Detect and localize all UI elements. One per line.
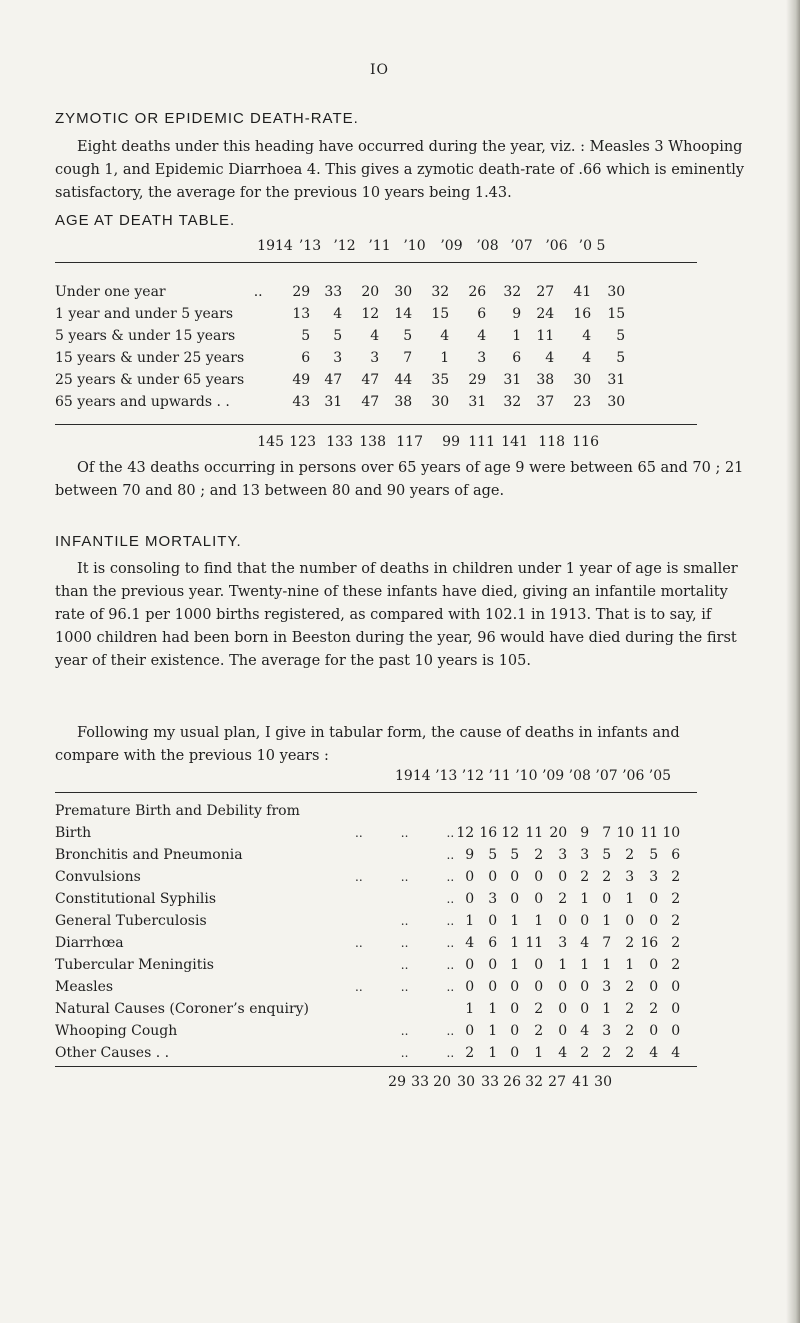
- cause-cell-value: 1: [558, 957, 568, 973]
- cause-row-dots: [355, 998, 454, 1020]
- cause-total-value: 32: [525, 1074, 543, 1090]
- cause-cell-value: 1: [602, 913, 612, 929]
- cause-cell-value: 2: [625, 1045, 635, 1061]
- cause-cell-value: 2: [671, 869, 681, 885]
- cause-cell-value: 0: [510, 1001, 520, 1017]
- age-cell-value: 4: [582, 350, 592, 366]
- age-cell-value: 3: [477, 350, 487, 366]
- age-cell-value: 26: [468, 284, 487, 300]
- cause-cell-value: 16: [479, 825, 498, 841]
- cause-total-value: 26: [503, 1074, 521, 1090]
- cause-cell-value: 6: [671, 847, 681, 863]
- age-table-row: [55, 281, 625, 303]
- cause-cell-value: 0: [534, 979, 544, 995]
- cause-total-value: 27: [548, 1074, 566, 1090]
- age-cell-value: 4: [545, 350, 555, 366]
- cause-cell-value: 0: [671, 1023, 681, 1039]
- age-row-label: [55, 325, 244, 347]
- cause-table-row: [55, 866, 680, 888]
- cause-row-label-text: Whooping Cough: [55, 1023, 178, 1039]
- cause-row-label: [55, 1042, 355, 1064]
- age-cell-value: 4: [477, 328, 487, 344]
- cause-row-label-text: Tubercular Meningitis: [55, 957, 214, 973]
- cause-cell-value: 4: [465, 935, 475, 951]
- age-table-row: [55, 303, 625, 325]
- cause-cell-value: 0: [510, 1045, 520, 1061]
- cause-cell-value: 1: [580, 891, 590, 907]
- cause-table-row: [55, 954, 680, 976]
- cause-cell-value: 3: [558, 847, 568, 863]
- cause-cell-value: 2: [671, 913, 681, 929]
- cause-cell-value: 1: [510, 913, 520, 929]
- cause-cell-value: 4: [671, 1045, 681, 1061]
- age-total-value: 123: [289, 434, 316, 450]
- cause-cell-value: 2: [625, 847, 635, 863]
- cause-row-label: [55, 998, 355, 1020]
- age-table-row: [55, 369, 625, 391]
- age-cell-value: 47: [361, 372, 380, 388]
- cause-row-dots: .. ..: [400, 914, 455, 928]
- cause-cell-value: 0: [510, 869, 520, 885]
- age-cell-value: 30: [431, 394, 450, 410]
- age-total-value: 99: [442, 434, 460, 450]
- age-cell-value: 47: [324, 372, 343, 388]
- cause-cell-value: 6: [488, 935, 498, 951]
- page-number: IO: [370, 62, 390, 78]
- age-year-label: ’12: [333, 238, 356, 254]
- age-cell-value: 37: [536, 394, 555, 410]
- age-year-label: ’07: [510, 238, 533, 254]
- cause-cell-value: 12: [501, 825, 520, 841]
- age-cell-value: 31: [468, 394, 487, 410]
- cause-cell-value: 0: [534, 957, 544, 973]
- cause-cell-value: 3: [602, 979, 612, 995]
- cause-cell-value: 20: [549, 825, 568, 841]
- cause-cell-value: 0: [488, 869, 498, 885]
- age-cell-value: 43: [292, 394, 311, 410]
- cause-table-row: [55, 844, 680, 866]
- cause-table-row: [55, 822, 680, 844]
- cause-cell-value: 5: [649, 847, 659, 863]
- cause-cell-value: 0: [671, 979, 681, 995]
- cause-cell-value: 0: [465, 1023, 475, 1039]
- age-cell-value: 1: [440, 350, 450, 366]
- cause-cell-value: 0: [558, 1023, 568, 1039]
- cause-cell-value: 1: [488, 1023, 498, 1039]
- cause-row-label: [55, 866, 355, 888]
- age-table-top-rule: [55, 262, 697, 263]
- age-table-row: [55, 325, 625, 347]
- cause-cell-value: 1: [465, 1001, 475, 1017]
- cause-cell-value: 0: [510, 1023, 520, 1039]
- cause-cell-value: 0: [671, 1001, 681, 1017]
- age-cell-value: 38: [536, 372, 555, 388]
- infantile-paragraph-1: [55, 558, 745, 673]
- cause-cell-value: 3: [625, 869, 635, 885]
- age-table-bottom-rule: [55, 424, 697, 425]
- cause-cell-value: 9: [465, 847, 475, 863]
- age-cell-value: 32: [503, 394, 522, 410]
- cause-cell-value: 4: [649, 1045, 659, 1061]
- cause-cell-value: 2: [625, 1001, 635, 1017]
- cause-table-bottom-rule: [55, 1066, 697, 1067]
- cause-cell-value: 3: [602, 1023, 612, 1039]
- cause-total-value: 33: [481, 1074, 499, 1090]
- cause-cell-value: 3: [580, 847, 590, 863]
- age-year-label: ’11: [368, 238, 391, 254]
- cause-row-label: [55, 910, 355, 932]
- age-cell-value: 35: [431, 372, 450, 388]
- cause-cell-value: 1: [602, 1001, 612, 1017]
- age-total-value: 117: [396, 434, 423, 450]
- cause-row-label-text: General Tuberculosis: [55, 913, 207, 929]
- age-table-totals: [246, 434, 599, 450]
- age-cell-value: 16: [573, 306, 592, 322]
- age-cell-value: 29: [468, 372, 487, 388]
- cause-row-label: [55, 954, 355, 976]
- age-cell-value: 6: [301, 350, 311, 366]
- cause-table-row: [55, 910, 680, 932]
- age-cell-value: 3: [370, 350, 380, 366]
- cause-cell-value: 0: [488, 913, 498, 929]
- age-cell-value: 1: [512, 328, 522, 344]
- age-cell-value: 44: [394, 372, 413, 388]
- cause-cell-value: 11: [525, 935, 544, 951]
- cause-cell-value: 0: [649, 1023, 659, 1039]
- age-cell-value: 38: [394, 394, 413, 410]
- cause-total-value: 29: [388, 1074, 406, 1090]
- infantile-heading: INFANTILE MORTALITY.: [55, 533, 242, 550]
- cause-row-label: [55, 822, 355, 844]
- age-cell-value: 14: [394, 306, 413, 322]
- page-edge-shadow: [786, 0, 800, 1323]
- age-note-paragraph: [55, 457, 745, 503]
- cause-row-dots: ..: [446, 848, 455, 862]
- cause-table-row: [55, 998, 680, 1020]
- cause-row-label-text: Measles: [55, 979, 114, 995]
- age-cell-value: 20: [361, 284, 380, 300]
- cause-table-row: [55, 932, 680, 954]
- cause-cell-value: 0: [510, 979, 520, 995]
- cause-cell-value: 2: [671, 935, 681, 951]
- age-row-dots: [244, 325, 272, 347]
- cause-total-value: 30: [594, 1074, 612, 1090]
- cause-table-row: [55, 1042, 680, 1064]
- age-cell-value: 24: [536, 306, 555, 322]
- age-table-year-header: [256, 238, 609, 254]
- age-row-label: [55, 391, 244, 413]
- cause-row-label-text: Premature Birth and Debility from: [55, 803, 300, 819]
- cause-cell-value: 0: [558, 1001, 568, 1017]
- cause-cell-value: 0: [488, 979, 498, 995]
- cause-row-dots: .. .. ..: [355, 826, 455, 840]
- cause-cell-value: 10: [616, 825, 635, 841]
- age-cell-value: 30: [607, 284, 626, 300]
- cause-row-label-text: Other Causes . .: [55, 1045, 170, 1061]
- age-total-value: 145: [257, 434, 284, 450]
- infantile-paragraph-2: [55, 722, 745, 768]
- cause-cell-value: 2: [465, 1045, 475, 1061]
- cause-cell-value: 2: [534, 1023, 544, 1039]
- age-table-row: [55, 391, 625, 413]
- cause-cell-value: 9: [580, 825, 590, 841]
- cause-cell-value: 0: [510, 891, 520, 907]
- cause-cell-value: 0: [649, 913, 659, 929]
- age-cell-value: 3: [333, 350, 343, 366]
- age-row-dots: [244, 369, 272, 391]
- age-row-label: [55, 369, 244, 391]
- cause-cell-value: 2: [558, 891, 568, 907]
- age-year-label: ’06: [545, 238, 568, 254]
- cause-row-label-text: Constitutional Syphilis: [55, 891, 217, 907]
- cause-cell-value: 2: [602, 869, 612, 885]
- age-total-value: 116: [572, 434, 599, 450]
- age-cell-value: 23: [573, 394, 592, 410]
- cause-cell-value: 2: [534, 847, 544, 863]
- age-year-label: 1914: [257, 238, 293, 254]
- cause-row-dots: .. ..: [400, 1046, 455, 1060]
- cause-row-dots: .. ..: [400, 1024, 455, 1038]
- age-cell-value: 4: [333, 306, 343, 322]
- age-year-label: ’08: [476, 238, 499, 254]
- cause-row-label: [55, 888, 355, 910]
- age-cell-value: 12: [361, 306, 380, 322]
- age-year-label: ’09: [440, 238, 463, 254]
- cause-cell-value: 5: [510, 847, 520, 863]
- age-year-label: ’0 5: [578, 238, 606, 254]
- cause-row-label-text: Birth: [55, 825, 92, 841]
- age-cell-value: 4: [582, 328, 592, 344]
- cause-total-value: 20: [433, 1074, 451, 1090]
- cause-cell-value: 7: [602, 935, 612, 951]
- age-cell-value: 5: [333, 328, 343, 344]
- cause-row-label-text: Diarrhœa: [55, 935, 124, 951]
- age-cell-value: 31: [324, 394, 343, 410]
- cause-total-value: 30: [457, 1074, 475, 1090]
- cause-cell-value: 0: [534, 869, 544, 885]
- cause-row-label-text: Natural Causes (Coroner’s enquiry): [55, 1001, 310, 1017]
- cause-cell-value: 5: [602, 847, 612, 863]
- age-total-value: 111: [468, 434, 495, 450]
- cause-cell-value: 2: [671, 891, 681, 907]
- age-cell-value: 4: [440, 328, 450, 344]
- age-cell-value: 33: [324, 284, 343, 300]
- cause-cell-value: 0: [580, 979, 590, 995]
- cause-cell-value: 0: [465, 957, 475, 973]
- age-cell-value: 15: [431, 306, 450, 322]
- cause-cell-value: 2: [602, 1045, 612, 1061]
- age-total-value: 138: [359, 434, 386, 450]
- cause-cell-value: 2: [534, 1001, 544, 1017]
- cause-cell-value: 1: [625, 891, 635, 907]
- age-row-dots: ..: [253, 284, 263, 300]
- cause-cell-value: 1: [488, 1001, 498, 1017]
- cause-cell-value: 0: [465, 869, 475, 885]
- cause-cell-value: 11: [525, 825, 544, 841]
- cause-cell-value: 0: [602, 891, 612, 907]
- age-at-death-table: [55, 281, 625, 413]
- age-cell-value: 31: [503, 372, 522, 388]
- cause-cell-value: 1: [580, 957, 590, 973]
- age-row-label-text: 65 years and upwards . .: [55, 394, 230, 410]
- age-row-label-text: 25 years & under 65 years: [55, 372, 245, 388]
- cause-row-dots: .. .. ..: [355, 870, 455, 884]
- age-row-label-text: 5 years & under 15 years: [55, 328, 236, 344]
- cause-row-label: [55, 1020, 355, 1042]
- cause-row-dots: ..: [446, 892, 455, 906]
- cause-cell-value: 0: [625, 913, 635, 929]
- cause-cell-value: 7: [602, 825, 612, 841]
- age-year-label: ’13: [298, 238, 322, 254]
- cause-cell-value: 3: [488, 891, 498, 907]
- cause-cell-value: 0: [580, 1001, 590, 1017]
- age-cell-value: 30: [607, 394, 626, 410]
- age-cell-value: 5: [403, 328, 413, 344]
- cause-row-dots: .. .. ..: [355, 980, 455, 994]
- age-row-label: [55, 281, 244, 303]
- age-cell-value: 32: [503, 284, 522, 300]
- age-cell-value: 41: [573, 284, 592, 300]
- age-cell-value: 30: [394, 284, 413, 300]
- cause-table-row: [55, 976, 680, 998]
- age-total-value: 118: [538, 434, 565, 450]
- cause-row-label-text: Bronchitis and Pneumonia: [55, 847, 243, 863]
- cause-cell-value: 1: [602, 957, 612, 973]
- age-table-heading: AGE AT DEATH TABLE.: [55, 212, 236, 229]
- age-cell-value: 13: [292, 306, 311, 322]
- age-row-label: [55, 347, 244, 369]
- cause-cell-value: 0: [465, 891, 475, 907]
- age-total-value: 133: [326, 434, 353, 450]
- cause-row-label: [55, 844, 355, 866]
- cause-cell-value: 1: [465, 913, 475, 929]
- age-total-value: 141: [501, 434, 528, 450]
- age-cell-value: 7: [403, 350, 413, 366]
- cause-row-dots: .. .. ..: [355, 936, 455, 950]
- age-cell-value: 6: [477, 306, 487, 322]
- zymotic-text: Eight deaths under this heading have occurred during the year, viz. : Measles 3 Whooping cough 1, and Epidemic Diarrhoea 4. This gives a zymotic death-rate of .66 which is eminently satisfactory, the average for the previous 10 years being 1.43.: [55, 139, 745, 201]
- cause-total-value: 33: [411, 1074, 429, 1090]
- cause-cell-value: 4: [580, 935, 590, 951]
- cause-cell-value: 1: [534, 1045, 544, 1061]
- cause-cell-value: 2: [649, 1001, 659, 1017]
- cause-cell-value: 1: [510, 935, 520, 951]
- cause-cell-value: 2: [625, 979, 635, 995]
- cause-cell-value: 2: [580, 869, 590, 885]
- cause-cell-value: 0: [534, 891, 544, 907]
- zymotic-heading: ZYMOTIC OR EPIDEMIC DEATH-RATE.: [55, 110, 359, 127]
- cause-cell-value: 3: [649, 869, 659, 885]
- cause-total-value: 41: [572, 1074, 590, 1090]
- cause-table-top-rule: [55, 792, 697, 793]
- cause-table-year-header: 1914 ’13 ’12 ’11 ’10 ’09 ’08 ’07 ’06 ’05: [395, 768, 672, 784]
- cause-cell-value: 5: [488, 847, 498, 863]
- cause-cell-value: 0: [465, 979, 475, 995]
- age-cell-value: 5: [616, 328, 626, 344]
- cause-cell-value: 2: [671, 957, 681, 973]
- age-cell-value: 49: [292, 372, 311, 388]
- cause-cell-value: 0: [580, 913, 590, 929]
- cause-cell-value: 2: [625, 935, 635, 951]
- age-cell-value: 6: [512, 350, 522, 366]
- cause-table-row: [55, 800, 680, 822]
- cause-cell-value: 10: [662, 825, 681, 841]
- age-cell-value: 29: [292, 284, 311, 300]
- age-cell-value: 5: [616, 350, 626, 366]
- age-table-row: [55, 347, 625, 369]
- cause-cell-value: 1: [625, 957, 635, 973]
- cause-row-label-text: Convulsions: [55, 869, 141, 885]
- cause-row-label: [55, 800, 680, 822]
- infantile-text-2: Following my usual plan, I give in tabular form, the cause of deaths in infants and compare with the previous 10 years :: [55, 725, 680, 764]
- cause-cell-value: 0: [558, 979, 568, 995]
- age-row-label-text: 15 years & under 25 years: [55, 350, 245, 366]
- age-note-text: Of the 43 deaths occurring in persons over 65 years of age 9 were between 65 and 70 ; 21 between 70 and 80 ; and 13 between 80 and 90 years of age.: [55, 460, 744, 499]
- age-row-dots: [244, 303, 272, 325]
- cause-row-label: [55, 932, 355, 954]
- cause-table-totals: [386, 1074, 612, 1090]
- cause-cell-value: 1: [488, 1045, 498, 1061]
- age-row-label-text: Under one year: [55, 284, 166, 300]
- cause-row-dots: .. ..: [400, 958, 455, 972]
- cause-cell-value: 12: [456, 825, 475, 841]
- cause-cell-value: 3: [558, 935, 568, 951]
- infantile-text-1: It is consoling to find that the number of deaths in children under 1 year of age is smaller than the previous year. Twenty-nine of these infants have died, giving an infantile mortality rate of 96.1 per 1000 births registered, as compared with 102.1 in 1913. That is to say, if 1000 children had been born in Beeston during the year, 96 would have died during the first year of their existence. The average for the past 10 years is 105.: [55, 561, 738, 669]
- age-cell-value: 4: [370, 328, 380, 344]
- cause-cell-value: 0: [649, 957, 659, 973]
- infant-cause-of-death-table: [55, 800, 680, 1064]
- cause-cell-value: 0: [558, 913, 568, 929]
- age-cell-value: 47: [361, 394, 380, 410]
- cause-cell-value: 4: [580, 1023, 590, 1039]
- cause-cell-value: 1: [510, 957, 520, 973]
- age-cell-value: 15: [607, 306, 626, 322]
- age-row-label-text: 1 year and under 5 years: [55, 306, 234, 322]
- cause-cell-value: 0: [558, 869, 568, 885]
- age-row-dots: [244, 391, 272, 413]
- age-cell-value: 9: [512, 306, 522, 322]
- cause-cell-value: 0: [488, 957, 498, 973]
- cause-cell-value: 4: [558, 1045, 568, 1061]
- zymotic-paragraph: [55, 136, 745, 205]
- cause-cell-value: 2: [580, 1045, 590, 1061]
- age-year-label: ’10: [403, 238, 426, 254]
- age-cell-value: 31: [607, 372, 626, 388]
- cause-table-row: [55, 1020, 680, 1042]
- cause-cell-value: 0: [649, 979, 659, 995]
- cause-cell-value: 16: [640, 935, 659, 951]
- age-cell-value: 32: [431, 284, 450, 300]
- cause-cell-value: 11: [640, 825, 659, 841]
- cause-cell-value: 1: [534, 913, 544, 929]
- age-cell-value: 5: [301, 328, 311, 344]
- age-row-dots: [244, 347, 272, 369]
- age-cell-value: 11: [536, 328, 555, 344]
- cause-cell-value: 2: [625, 1023, 635, 1039]
- age-cell-value: 27: [536, 284, 555, 300]
- age-cell-value: 30: [573, 372, 592, 388]
- age-row-label: [55, 303, 244, 325]
- cause-table-row: [55, 888, 680, 910]
- cause-cell-value: 0: [649, 891, 659, 907]
- cause-row-label: [55, 976, 355, 998]
